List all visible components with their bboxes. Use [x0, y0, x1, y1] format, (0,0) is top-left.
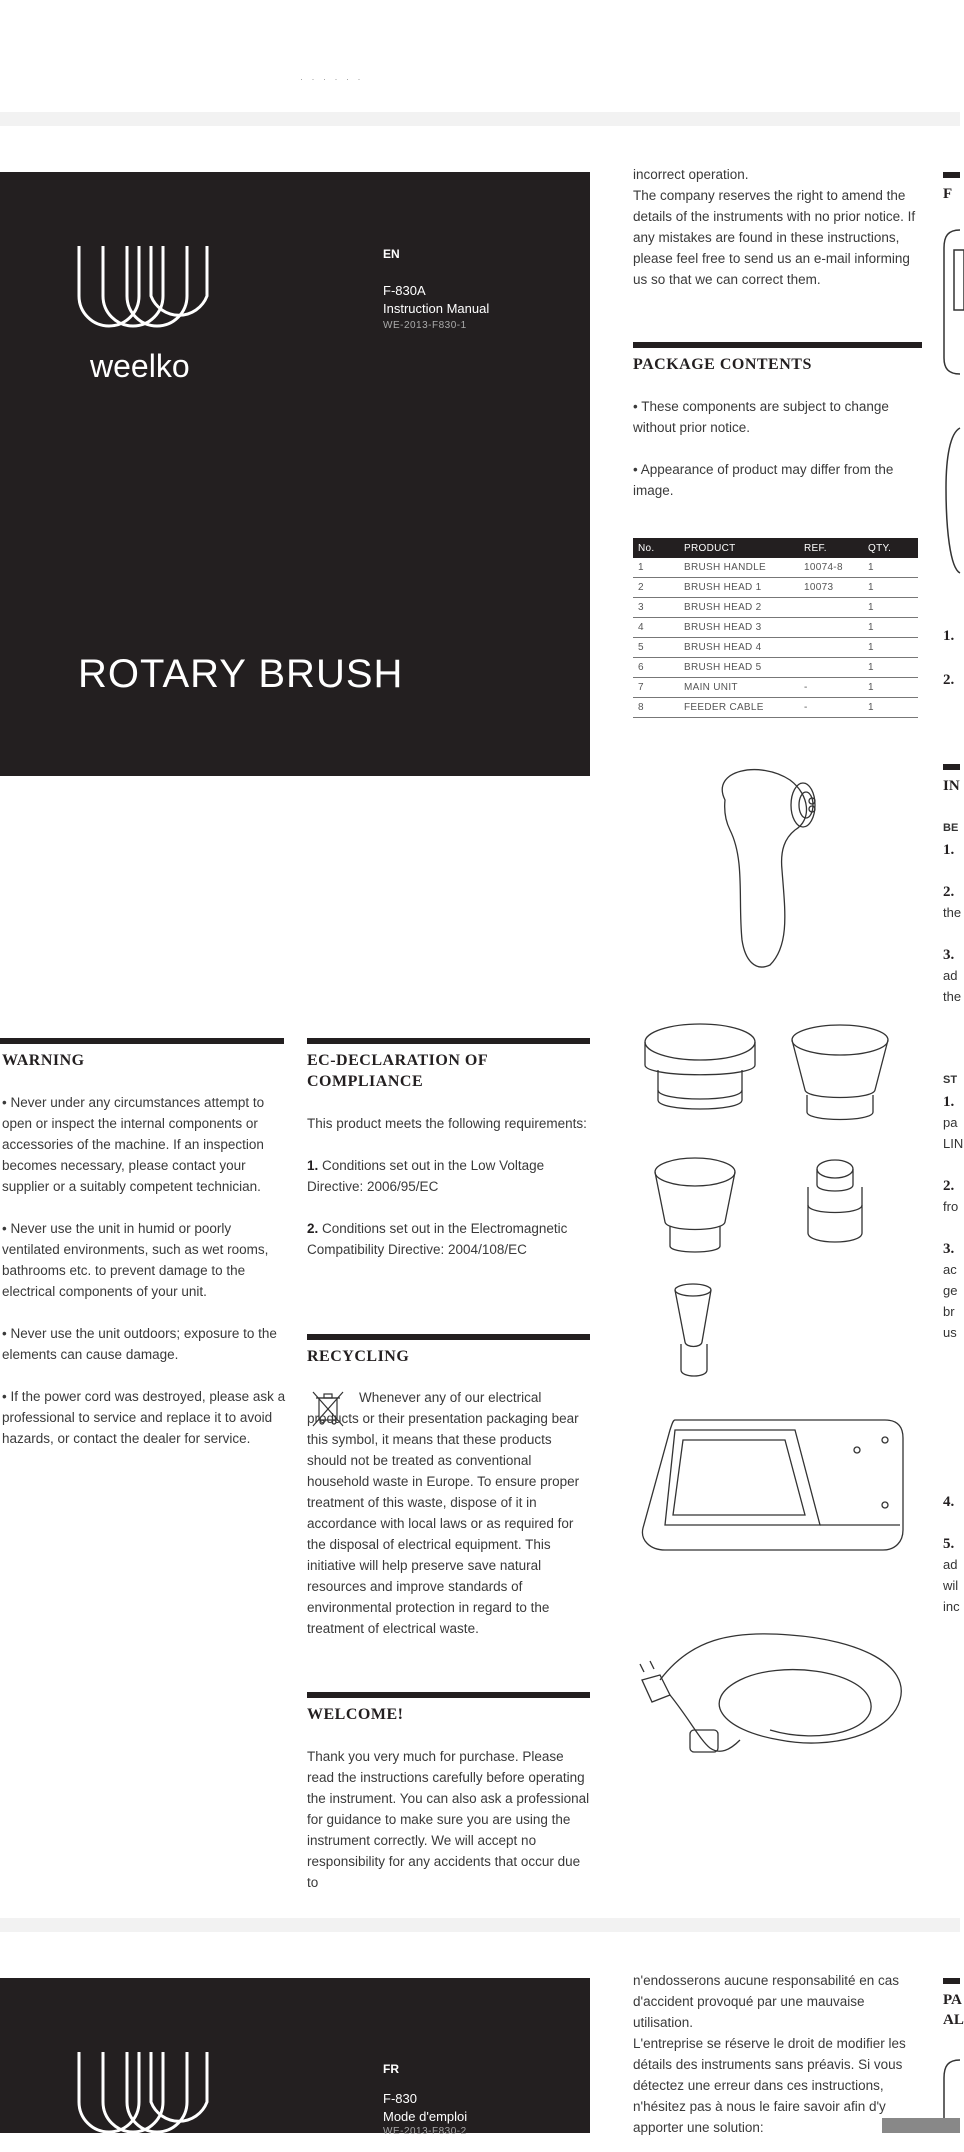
table-cell: 2 — [633, 578, 679, 598]
section-rule — [0, 1038, 284, 1044]
edge-text: ad — [943, 1557, 958, 1572]
table-cell: 1 — [863, 698, 918, 718]
language-code: EN — [383, 247, 400, 261]
feeder-cable-illustration — [630, 1620, 920, 1770]
edge-number: 2. — [943, 672, 955, 688]
edge-subheading: ST — [943, 1074, 958, 1086]
table-cell: MAIN UNIT — [679, 678, 799, 698]
edge-heading: IN — [943, 778, 960, 794]
table-cell: 1 — [863, 558, 918, 578]
column-header: REF. — [799, 538, 863, 558]
edge-number: 1. — [943, 842, 955, 858]
crop-marks: · · · · · · — [300, 74, 364, 84]
table-row — [633, 618, 918, 638]
table-cell — [799, 618, 863, 638]
scroll-indicator — [882, 2118, 960, 2133]
ec-item-text: Conditions set out in the Low Voltage Directive: 2006/95/EC — [307, 1158, 545, 1194]
document-type: Instruction Manual — [383, 301, 490, 316]
recycling-text: Whenever any of our electrical products or their presentation packaging bear this symbol, it means that these products should not be treated as conventional household waste in Europe. To ensure proper treatment of this waste, dispose of it in accordance with local laws or as required for the disposal of electrical equipment. This initiative will help preserve save natural resources and improve standards of environmental protection in regard to the treatment of electrical waste. — [307, 1390, 580, 1636]
table-cell: 3 — [633, 598, 679, 618]
section-rule — [943, 1978, 960, 1984]
brush-head-4-illustration — [800, 1155, 870, 1255]
section-rule — [943, 172, 960, 178]
page-divider — [0, 112, 960, 126]
main-unit-illustration — [635, 1410, 915, 1560]
page-divider — [0, 1918, 960, 1932]
edge-text: LIN — [943, 1136, 964, 1151]
brush-head-5-illustration — [665, 1280, 725, 1380]
package-notes — [633, 396, 923, 522]
weelko-logo-icon — [76, 2052, 210, 2152]
ec-heading: EC-DECLARATION OF COMPLIANCE — [307, 1052, 488, 1090]
column-header: QTY. — [863, 538, 918, 558]
brush-handle-illustration — [700, 760, 830, 970]
top-margin — [0, 0, 960, 110]
edge-text: pa — [943, 1115, 958, 1130]
warning-item: • Never use the unit in humid or poorly ventilated environments, such as wet rooms, bathrooms etc. to prevent damage to the electrical components of your unit. — [2, 1221, 269, 1299]
ec-item-text: Conditions set out in the Electromagnetic Compatibility Directive: 2004/108/EC — [307, 1221, 568, 1257]
edge-text: the — [943, 905, 962, 920]
table-cell: 7 — [633, 678, 679, 698]
intro-continuation: incorrect operation. The company reserves the right to amend the details of the instruments with no prior notice. If any mistakes are found in these instructions, please feel free to send us an e-mail informing us so that we can correct them. — [633, 167, 916, 287]
table-cell: FEEDER CABLE — [679, 698, 799, 718]
table-cell: 1 — [863, 598, 918, 618]
ec-item-number: 2. — [307, 1221, 319, 1236]
edge-text: wil — [943, 1578, 959, 1593]
recycling-heading: RECYCLING — [307, 1348, 410, 1365]
table-cell: - — [799, 698, 863, 718]
edge-number: 2. — [943, 884, 955, 900]
brand-name: weelko — [90, 348, 190, 384]
edge-number: 1. — [943, 628, 955, 644]
table-row — [633, 558, 918, 578]
edge-text: us — [943, 1325, 957, 1340]
edge-subheading: BE — [943, 822, 959, 834]
table-row — [633, 638, 918, 658]
cover-panel — [0, 172, 590, 776]
section-rule — [307, 1692, 590, 1698]
table-cell: 1 — [863, 618, 918, 638]
table-cell: BRUSH HEAD 5 — [679, 658, 799, 678]
table-cell: 6 — [633, 658, 679, 678]
ec-intro: This product meets the following requirements: — [307, 1116, 587, 1131]
warning-list — [2, 1092, 287, 1470]
table-row — [633, 598, 918, 618]
table-cell: 5 — [633, 638, 679, 658]
table-cell — [799, 638, 863, 658]
section-rule — [307, 1334, 590, 1340]
table-cell: 1 — [633, 558, 679, 578]
table-cell: 1 — [863, 578, 918, 598]
table-cell: 1 — [863, 658, 918, 678]
package-heading: PACKAGE CONTENTS — [633, 356, 812, 373]
table-row — [633, 698, 918, 718]
edge-text: ac — [943, 1262, 957, 1277]
package-note: • These components are subject to change without prior notice. — [633, 399, 889, 435]
table-cell: 10074-8 — [799, 558, 863, 578]
table-cell: 4 — [633, 618, 679, 638]
ec-item-number: 1. — [307, 1158, 319, 1173]
brush-head-3-illustration — [650, 1150, 750, 1260]
package-table — [633, 538, 918, 718]
table-cell: 1 — [863, 638, 918, 658]
table-cell: - — [799, 678, 863, 698]
column-header: PRODUCT — [679, 538, 799, 558]
table-cell: 10073 — [799, 578, 863, 598]
column-header: No. — [633, 538, 679, 558]
edge-text: fro — [943, 1199, 959, 1214]
welcome-text: Thank you very much for purchase. Please read the instructions carefully before operating the instrument. You can also ask a professional for guidance to make sure you are using the instrument correctly. We will accept no responsibility for any accidents that occur due to — [307, 1749, 590, 1890]
reference-code: WE-2013-F830-2 — [383, 2126, 467, 2137]
ec-item — [307, 1218, 590, 1260]
section-rule — [633, 342, 922, 348]
model-number: F-830 — [383, 2091, 417, 2106]
table-cell: BRUSH HANDLE — [679, 558, 799, 578]
table-cell — [799, 598, 863, 618]
ec-body — [307, 1113, 590, 1281]
warning-item: • If the power cord was destroyed, please ask a professional to service and replace it to avoid hazards, or contact the dealer for service. — [2, 1389, 286, 1446]
edge-illustration — [940, 228, 960, 688]
edge-text: br — [943, 1304, 955, 1319]
warning-item: • Never under any circumstances attempt to open or inspect the internal components or accessories of the machine. If an inspection becomes necessary, please contact your supplier or a suitably competent technician. — [2, 1095, 265, 1194]
package-note: • Appearance of product may differ from the image. — [633, 462, 894, 498]
warning-heading: WARNING — [2, 1052, 85, 1069]
section-rule — [307, 1038, 590, 1044]
table-cell: BRUSH HEAD 3 — [679, 618, 799, 638]
table-cell: 8 — [633, 698, 679, 718]
edge-number: 1. — [943, 1094, 955, 1110]
table-cell — [799, 658, 863, 678]
model-number: F-830A — [383, 283, 426, 298]
table-row — [633, 678, 918, 698]
table-cell: BRUSH HEAD 2 — [679, 598, 799, 618]
table-row — [633, 578, 918, 598]
edge-number: 4. — [943, 1494, 955, 1510]
edge-text: ad — [943, 968, 958, 983]
language-code: FR — [383, 2062, 399, 2076]
edge-number: 3. — [943, 1241, 955, 1257]
edge-number: 3. — [943, 947, 955, 963]
document-type: Mode d'emploi — [383, 2109, 468, 2124]
intro-continuation-fr: n'endosserons aucune responsabilité en cas d'accident provoqué par une mauvaise utilisation. L'entreprise se réserve le droit de modifier les détails des instruments sans préavis. Si vous détectez une erreur dans ces instructions, n'hésitez pas à nous le faire savoir afin d'y apporter une solution: — [633, 1973, 906, 2135]
edge-text: inc — [943, 1599, 960, 1614]
edge-number: 5. — [943, 1536, 955, 1552]
edge-text: the — [943, 989, 962, 1004]
ec-item — [307, 1155, 590, 1197]
edge-heading: PA — [943, 1992, 962, 2008]
edge-text: ge — [943, 1283, 958, 1298]
reference-code: WE-2013-F830-1 — [383, 320, 467, 331]
edge-heading: F — [943, 186, 953, 202]
table-row — [633, 658, 918, 678]
table-cell: BRUSH HEAD 4 — [679, 638, 799, 658]
table-cell: 1 — [863, 678, 918, 698]
edge-heading: AL — [943, 2012, 964, 2028]
table-cell: BRUSH HEAD 1 — [679, 578, 799, 598]
brush-head-1-illustration — [640, 1020, 760, 1130]
brush-head-2-illustration — [785, 1020, 895, 1130]
warning-item: • Never use the unit outdoors; exposure to the elements can cause damage. — [2, 1326, 277, 1362]
welcome-heading: WELCOME! — [307, 1706, 404, 1723]
product-title: ROTARY BRUSH — [78, 652, 404, 696]
edge-number: 2. — [943, 1178, 955, 1194]
cover-panel-fr — [0, 1978, 590, 2137]
section-rule — [943, 764, 960, 770]
weelko-logo-icon — [76, 246, 210, 346]
